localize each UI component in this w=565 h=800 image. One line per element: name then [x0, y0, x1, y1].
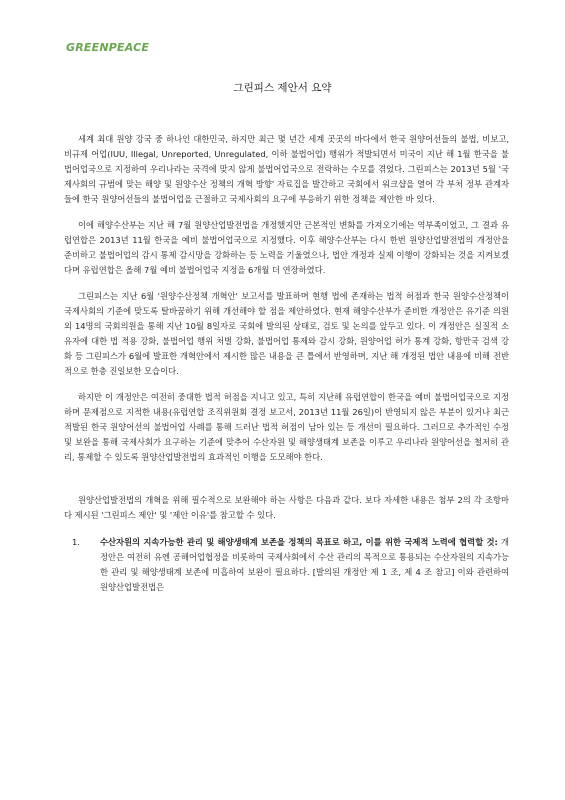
list-body: 개정안은 여전히 유엔 공해어업협정을 비롯하여 국제사회에서 수산 관리의 목적으로 통용되는 수산자원의 지속가능한 관리 및 해양생태계 보존에 미흡하여 보완이 필요하다. [발의된 개정안 제 1 조, 제 4 조 참고] 이와 관련하여 원양산업발전법은 [100, 537, 509, 592]
paragraph-4: 하지만 이 개정안은 여전히 중대한 법적 허점을 지니고 있고, 특히 지난해 유럽연합이 한국을 예비 불법어업국으로 지정하며 문제점으로 지적한 내용(유럽연합 조직위원회 결정 보고서, 2013년 11월 26일)이 반영되지 않은 부분이 있거나 최근 적발된 한국 원양어선의 불법어업 사례를 통해 드러난 법적 허점이 남아 있는 등 개선이 필요하다. 그러므로 추가적인 수정 및 보완을 통해 국제사회가 요구하는 기준에 맞추어 수산자원 및 해양생태계 보존을 이루고 우리나라 원양어선을 철저히 관리, 통제할 수 있도록 원양산업발전법의 효과적인 이행을 도모해야 한다. [64, 392, 509, 462]
paragraph-1: 세계 최대 원양 강국 중 하나인 대한민국, 하지만 최근 몇 년간 세계 곳곳의 바다에서 한국 원양어선들의 불법, 비보고, 비규제 어업(IUU, Illegal, Unreported, Unregulated, 이하 불법어업) 행위가 적발되면서 미국이 지난 해 1월 한국을 불법어업국으로 지정하여 우리나라는 국격에 맞지 않게 불법어업국으로 전락하는 수모를 겪었다. 그린피스는 2013년 5월 '국제사회의 규범에 맞는 해양 및 원양수산 정책의 개혁 방향' 자료집을 발간하고 국회에서 워크샵을 열어 각 부처 정부 관계자들에 한국 원양어선들의 불법어업을 근절하고 국제사회의 요구에 부응하기 위한 정책을 제안한 바 있다. [64, 134, 509, 204]
recommendation-list [64, 535, 509, 595]
list-item [64, 535, 509, 595]
paragraph-3: 그린피스는 지난 6월 '원양수산정책 개혁안' 보고서를 발표하며 현행 법에 존재하는 법적 허점과 한국 원양수산정책이 국제사회의 기준에 맞도록 탈바꿈하기 위해 개선해야 할 점을 제안하였다. 현재 해양수산부가 준비한 개정안은 유기준 의원 외 14명의 국회의원을 통해 지난 10월 8일자로 국회에 발의된 상태로, 검토 및 논의를 앞두고 있다. 이 개정안은 실질적 소유자에 대한 법 적용 강화, 불법어업 행위 처벌 강화, 불법어업 통제와 감시 강화, 원양어업 허가 통계 강화, 항만국 검색 강화 등 그린피스가 6월에 발표한 개혁안에서 제시한 많은 내용을 큰 틀에서 반영하며, 지난 해 개정된 법안 내용에 비해 전반적으로 한층 진일보한 모습이다. [64, 291, 509, 376]
list-number: 1. [72, 537, 80, 547]
greenpeace-logo: GREENPEACE [66, 41, 150, 54]
list-bold-heading: 수산자원의 지속가능한 관리 및 해양생태계 보존을 정책의 목표로 하고, 이를 위한 국제적 노력에 협력할 것: [100, 537, 498, 547]
paragraph-2: 이에 해양수산부는 지난 해 7월 원양산업발전법을 개정했지만 근본적인 변화를 가져오기에는 역부족이었고, 그 결과 유럽연합은 2013년 11월 한국을 예비 불법어업국으로 지정했다. 이후 해양수산부는 다시 한번 원양산업발전법의 개정안을 준비하고 불법어업의 감시 통제 감시망을 강화하는 등 노력을 기울였으나, 법안 개정과 실제 이행이 강화되는 것을 지켜보겠다며 유럽연합은 올해 7월 예비 불법어업국 지정을 6개월 더 연장하였다. [64, 220, 509, 275]
list-text [100, 535, 509, 595]
document-body [64, 132, 509, 595]
paragraph-5: 원양산업발전법의 개혁을 위해 필수적으로 보완해야 하는 사항은 다음과 같다. 보다 자세한 내용은 첨부 2의 각 조항마다 제시된 '그린피스 제안' 및 '제안 이유'를 참고할 수 있다. [64, 495, 509, 520]
page-title: 그린피스 제안서 요약 [233, 82, 332, 94]
